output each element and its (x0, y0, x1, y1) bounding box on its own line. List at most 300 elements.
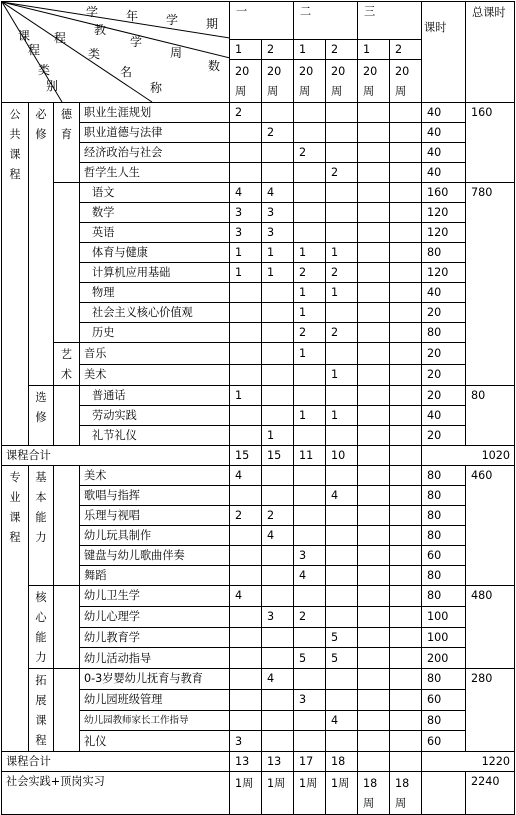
subtotal-value (358, 752, 390, 772)
semester-value (262, 364, 294, 386)
hours-value: 120 (422, 223, 466, 243)
semester-value (262, 303, 294, 323)
semester-value (358, 283, 390, 303)
semester-value (262, 731, 294, 752)
semester-value (390, 731, 422, 752)
semester-value (390, 648, 422, 669)
hours-value: 80 (422, 586, 466, 607)
semester-value (358, 566, 390, 586)
course-name: 音乐 (80, 343, 230, 365)
moral-label: 德育 (54, 103, 80, 183)
course-name: 物理 (80, 283, 230, 303)
group-blank (54, 466, 80, 586)
subtotal-value: 13 (262, 752, 294, 772)
subtotal-total: 1020 (422, 446, 515, 466)
semester-value (230, 283, 262, 303)
semester-value (326, 506, 358, 526)
hours-value: 40 (422, 103, 466, 123)
subtotal-value (358, 446, 390, 466)
semester-value (358, 406, 390, 426)
semester-value: 2 (294, 263, 326, 283)
semester-value (262, 648, 294, 669)
weeks-cell: 20周 (230, 60, 262, 103)
semester-value (262, 546, 294, 566)
subtotal-value: 15 (230, 446, 262, 466)
elective-blank (54, 386, 80, 446)
hours-value: 80 (422, 243, 466, 263)
semester-value: 3 (294, 546, 326, 566)
semester-value (262, 566, 294, 586)
category-professional: 专业课程 (2, 466, 29, 752)
diag-label: 类 (38, 63, 51, 77)
semester-value (358, 143, 390, 163)
semester-value (326, 183, 358, 203)
semester-value: 1 (262, 263, 294, 283)
course-name: 乐理与视唱 (80, 506, 230, 526)
weeks-cell: 20周 (326, 60, 358, 103)
semester-value (230, 123, 262, 143)
subtotal-value: 18 (326, 752, 358, 772)
semester-value (390, 123, 422, 143)
semester-value: 1 (262, 426, 294, 446)
semester-value (230, 143, 262, 163)
semester-value (358, 546, 390, 566)
hours-value: 20 (422, 303, 466, 323)
semester-value (390, 466, 422, 486)
subtotal-label: 课程合计 (2, 446, 230, 466)
total-value: 80 (466, 386, 515, 446)
subtotal-value: 15 (262, 446, 294, 466)
subtotal-value: 11 (294, 446, 326, 466)
curriculum-table (1, 1, 515, 815)
semester-value (390, 203, 422, 223)
semester-value (390, 606, 422, 627)
semester-value (326, 426, 358, 446)
semester-value: 2 (230, 506, 262, 526)
semester-value (294, 203, 326, 223)
course-name: 英语 (80, 223, 230, 243)
semester-value (390, 223, 422, 243)
semester-value (326, 303, 358, 323)
course-name: 幼儿玩具制作 (80, 526, 230, 546)
semester-value (358, 731, 390, 752)
semester-value: 4 (262, 669, 294, 690)
semester-value (390, 364, 422, 386)
weeks-cell: 20周 (358, 60, 390, 103)
diagonal-header (2, 2, 230, 103)
semester-value (294, 526, 326, 546)
course-name: 语文 (80, 183, 230, 203)
semester-value (294, 223, 326, 243)
diag-label: 类 (88, 47, 101, 61)
semester-value: 2 (262, 506, 294, 526)
year-1: 一 (230, 2, 294, 40)
weeks-cell: 20周 (390, 60, 422, 103)
semester-value: 1 (230, 386, 262, 406)
semester-value (390, 263, 422, 283)
semester-value (262, 486, 294, 506)
course-name: 幼儿活动指导 (80, 648, 230, 669)
semester-value (230, 364, 262, 386)
group-label: 核心能力 (29, 586, 54, 669)
semester-value (358, 710, 390, 731)
subtotal-value: 10 (326, 446, 358, 466)
table-row (2, 466, 515, 486)
semester-value: 2 (294, 606, 326, 627)
semester-value (390, 689, 422, 710)
semester-value (390, 243, 422, 263)
semester-value (326, 566, 358, 586)
semester-value (326, 466, 358, 486)
semester-value (262, 163, 294, 183)
table-row (2, 669, 515, 690)
semester-value (358, 606, 390, 627)
semester-value (230, 343, 262, 365)
semester-value (230, 648, 262, 669)
semester-value (326, 203, 358, 223)
required-label: 必修 (29, 103, 54, 386)
semester-value: 4 (326, 486, 358, 506)
hours-value: 80 (422, 466, 466, 486)
semester-value (230, 669, 262, 690)
semester-value (358, 426, 390, 446)
category-public: 公共课程 (2, 103, 29, 446)
semester-value (326, 586, 358, 607)
semester-value: 2 (262, 123, 294, 143)
semester-value: 2 (326, 263, 358, 283)
semester-value (358, 103, 390, 123)
semester-value (294, 103, 326, 123)
semester-value (294, 486, 326, 506)
course-name: 幼儿园教师家长工作指导 (80, 710, 230, 731)
semester-cell: 1 (230, 40, 262, 60)
semester-value: 4 (230, 183, 262, 203)
course-name: 体育与健康 (80, 243, 230, 263)
course-name: 幼儿心理学 (80, 606, 230, 627)
table-row (2, 772, 515, 815)
semester-value: 4 (262, 183, 294, 203)
semester-value: 1 (294, 243, 326, 263)
hours-value: 40 (422, 163, 466, 183)
hours-value: 40 (422, 123, 466, 143)
table-row (2, 103, 515, 123)
course-name: 劳动实践 (80, 406, 230, 426)
semester-value (294, 710, 326, 731)
semester-value (326, 689, 358, 710)
practice-weeks: 1周 (262, 772, 294, 815)
hours-value: 20 (422, 343, 466, 365)
hours-value: 80 (422, 710, 466, 731)
subtotal-label: 课程合计 (2, 752, 230, 772)
hours-value: 40 (422, 406, 466, 426)
semester-value (230, 303, 262, 323)
semester-value (390, 406, 422, 426)
semester-value (358, 163, 390, 183)
total-value: 780 (466, 183, 515, 386)
semester-value: 2 (326, 323, 358, 343)
semester-value (390, 586, 422, 607)
semester-value: 1 (326, 364, 358, 386)
semester-value (390, 710, 422, 731)
semester-value: 3 (230, 203, 262, 223)
semester-value (230, 426, 262, 446)
semester-value: 1 (326, 406, 358, 426)
semester-value: 1 (326, 283, 358, 303)
semester-value: 5 (294, 648, 326, 669)
semester-value (358, 123, 390, 143)
semester-value: 4 (230, 586, 262, 607)
subtotal-value: 17 (294, 752, 326, 772)
semester-value (358, 263, 390, 283)
semester-value (358, 386, 390, 406)
subtotal-value: 13 (230, 752, 262, 772)
semester-value (230, 406, 262, 426)
semester-value (326, 123, 358, 143)
diag-label: 数 (208, 59, 221, 73)
table-row (2, 586, 515, 607)
course-name: 幼儿卫生学 (80, 586, 230, 607)
course-name: 美术 (80, 466, 230, 486)
subtotal-total: 1220 (422, 752, 515, 772)
table-row (2, 386, 515, 406)
semester-value (326, 103, 358, 123)
semester-value (294, 731, 326, 752)
semester-value (294, 426, 326, 446)
semester-value: 1 (230, 263, 262, 283)
semester-value (390, 143, 422, 163)
semester-value (262, 586, 294, 607)
course-name: 历史 (80, 323, 230, 343)
hours-value: 100 (422, 606, 466, 627)
semester-value (262, 627, 294, 648)
semester-value (230, 486, 262, 506)
semester-value (390, 343, 422, 365)
semester-cell: 2 (390, 40, 422, 60)
hours-value: 60 (422, 689, 466, 710)
semester-value: 1 (326, 243, 358, 263)
table-row (2, 752, 515, 772)
diag-label: 期 (206, 17, 219, 31)
group-blank (54, 586, 80, 669)
semester-value (390, 506, 422, 526)
semester-value (230, 689, 262, 710)
subtotal-value (390, 446, 422, 466)
semester-value (390, 323, 422, 343)
semester-value: 5 (326, 627, 358, 648)
course-name: 幼儿教育学 (80, 627, 230, 648)
course-name: 计算机应用基础 (80, 263, 230, 283)
hours-value: 20 (422, 364, 466, 386)
semester-value (390, 303, 422, 323)
semester-value (326, 386, 358, 406)
semester-value: 3 (262, 203, 294, 223)
semester-value (230, 163, 262, 183)
course-name: 键盘与幼儿歌曲伴奏 (80, 546, 230, 566)
semester-value (358, 203, 390, 223)
hours-value: 40 (422, 283, 466, 303)
semester-value (390, 669, 422, 690)
semester-value (294, 386, 326, 406)
hours-value: 80 (422, 323, 466, 343)
semester-value: 1 (262, 243, 294, 263)
semester-value: 4 (326, 710, 358, 731)
semester-value: 2 (294, 323, 326, 343)
diag-label: 学 (86, 5, 99, 19)
semester-value (294, 669, 326, 690)
semester-value (358, 648, 390, 669)
hours-value: 120 (422, 203, 466, 223)
semester-value (294, 586, 326, 607)
semester-value (326, 606, 358, 627)
elective-label: 选修 (29, 386, 54, 446)
semester-value (294, 466, 326, 486)
hours-value: 80 (422, 486, 466, 506)
semester-value (390, 566, 422, 586)
semester-value: 2 (230, 103, 262, 123)
course-name: 社会主义核心价值观 (80, 303, 230, 323)
semester-value (390, 526, 422, 546)
semester-value (358, 586, 390, 607)
semester-value (262, 283, 294, 303)
diag-label: 程 (28, 43, 41, 57)
semester-value (294, 183, 326, 203)
semester-value (358, 689, 390, 710)
semester-value (390, 546, 422, 566)
diag-label: 周 (170, 46, 183, 60)
course-name: 0-3岁婴幼儿抚育与教育 (80, 669, 230, 690)
semester-value (262, 103, 294, 123)
diag-label: 称 (150, 81, 163, 95)
semester-value: 1 (294, 343, 326, 365)
hours-value: 40 (422, 143, 466, 163)
semester-value (230, 710, 262, 731)
semester-value: 4 (262, 526, 294, 546)
semester-value (358, 323, 390, 343)
hours-value: 120 (422, 263, 466, 283)
hours-value: 200 (422, 648, 466, 669)
semester-value (262, 710, 294, 731)
semester-value (358, 364, 390, 386)
semester-value: 3 (294, 689, 326, 710)
year-2: 二 (294, 2, 358, 40)
course-name: 美术 (80, 364, 230, 386)
semester-value (390, 386, 422, 406)
semester-value (326, 223, 358, 243)
total-value: 280 (466, 669, 515, 752)
course-name: 礼仪 (80, 731, 230, 752)
course-name: 职业生涯规划 (80, 103, 230, 123)
semester-value (294, 163, 326, 183)
semester-value (230, 546, 262, 566)
semester-value (358, 343, 390, 365)
subtotal-value (390, 752, 422, 772)
year-3: 三 (358, 2, 422, 40)
diag-label: 程 (54, 31, 67, 45)
semester-value: 3 (230, 731, 262, 752)
semester-value (294, 506, 326, 526)
semester-value: 1 (294, 283, 326, 303)
practice-weeks: 18周 (390, 772, 422, 815)
semester-value (230, 627, 262, 648)
diag-label: 名 (120, 65, 133, 79)
diag-label: 别 (46, 79, 59, 93)
hours-value: 60 (422, 731, 466, 752)
semester-value (390, 283, 422, 303)
semester-value (262, 689, 294, 710)
semester-value (262, 406, 294, 426)
table-row (2, 183, 515, 203)
semester-cell: 2 (262, 40, 294, 60)
course-name: 礼节礼仪 (80, 426, 230, 446)
practice-total: 2240 (466, 772, 515, 815)
practice-weeks: 1周 (326, 772, 358, 815)
semester-value (294, 627, 326, 648)
weeks-cell: 20周 (294, 60, 326, 103)
semester-value: 2 (294, 143, 326, 163)
general-blank (54, 183, 80, 343)
semester-value (230, 606, 262, 627)
semester-value (262, 466, 294, 486)
semester-value: 3 (262, 223, 294, 243)
semester-value (326, 343, 358, 365)
semester-value: 1 (230, 243, 262, 263)
semester-value (358, 526, 390, 546)
hours-value: 160 (422, 183, 466, 203)
total-value: 480 (466, 586, 515, 669)
practice-label: 社会实践+顶岗实习 (2, 772, 230, 815)
hours-value: 80 (422, 506, 466, 526)
semester-value (390, 163, 422, 183)
hours-header: 课时 (422, 2, 466, 103)
semester-value (358, 486, 390, 506)
practice-weeks: 1周 (230, 772, 262, 815)
semester-value: 2 (326, 163, 358, 183)
semester-value (358, 303, 390, 323)
semester-value: 3 (262, 606, 294, 627)
course-name: 经济政治与社会 (80, 143, 230, 163)
practice-blank (422, 772, 466, 815)
hours-value: 100 (422, 627, 466, 648)
semester-value: 5 (326, 648, 358, 669)
total-value: 160 (466, 103, 515, 183)
semester-cell: 1 (358, 40, 390, 60)
diag-label: 教 (94, 23, 107, 37)
semester-value (390, 486, 422, 506)
semester-value: 4 (294, 566, 326, 586)
course-name: 歌唱与指挥 (80, 486, 230, 506)
semester-value (358, 223, 390, 243)
course-name: 普通话 (80, 386, 230, 406)
semester-value (294, 123, 326, 143)
semester-value (358, 627, 390, 648)
semester-value (326, 731, 358, 752)
hours-value: 80 (422, 669, 466, 690)
course-name: 舞蹈 (80, 566, 230, 586)
semester-value (390, 627, 422, 648)
semester-value: 4 (230, 466, 262, 486)
diag-label: 学 (166, 13, 179, 27)
table-row (2, 446, 515, 466)
semester-value (358, 506, 390, 526)
semester-cell: 1 (294, 40, 326, 60)
table-row (2, 343, 515, 365)
semester-cell: 2 (326, 40, 358, 60)
semester-value (262, 143, 294, 163)
total-header: 总课时 (466, 2, 515, 103)
hours-value: 20 (422, 426, 466, 446)
semester-value (358, 243, 390, 263)
weeks-cell: 20周 (262, 60, 294, 103)
